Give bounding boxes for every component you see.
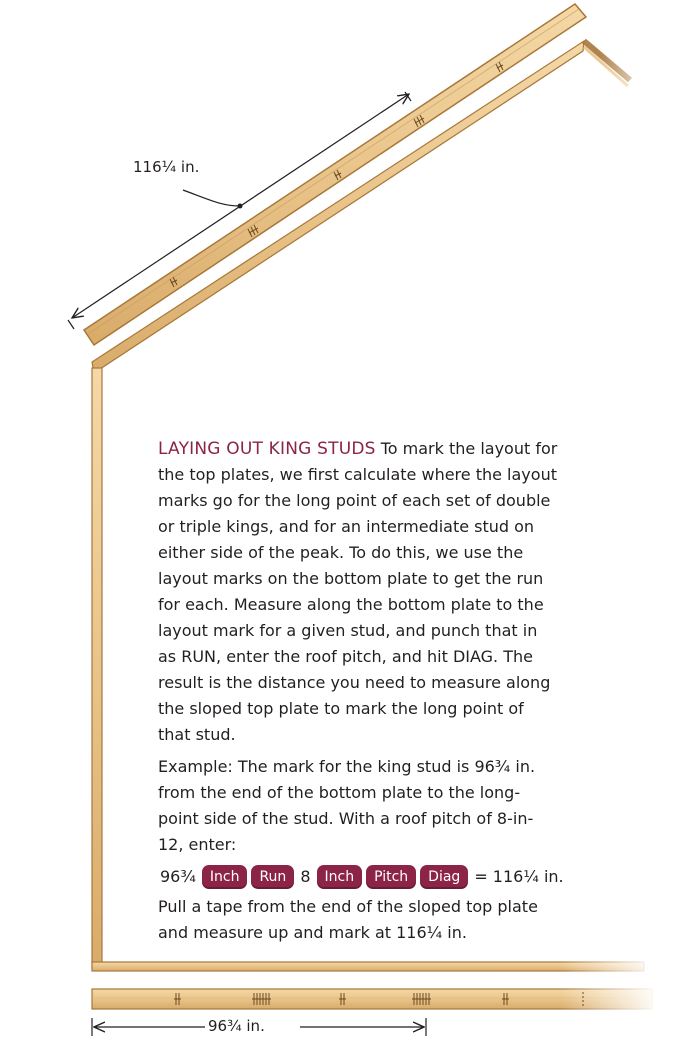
rafter-dimension (68, 92, 411, 329)
pitch-input-value: 8 (300, 867, 311, 886)
instructions-text (158, 436, 564, 946)
inch-key[interactable]: Inch (202, 865, 248, 889)
pitch-key[interactable]: Pitch (366, 865, 416, 889)
bottom-plate (92, 985, 660, 1013)
paragraph-intro (158, 436, 558, 748)
run-input-value: 96¾ (160, 867, 196, 886)
diag-key[interactable]: Diag (420, 865, 468, 889)
result-value: = 116¼ in. (474, 867, 564, 886)
paragraph-1-text: To mark the layout for the top plates, we first calculate where the layout marks go for the long point of each set of double or triple kings, and for an intermediate stud on either side of the peak. To do this, we use the layout marks on the bottom plate to get the run for each. Measure along the bottom plate to the layout mark for a given stud, and punch that in as RUN, enter the roof pitch, and hit DIAG. The result is the distance you need to measure along the sloped top plate to mark the long point of that stud. (158, 439, 558, 744)
paragraph-conclusion: Pull a tape from the end of the sloped top plate and measure up and mark at 116¼ in. (158, 897, 538, 942)
bottom-length-label: 96¾ in. (208, 1017, 265, 1035)
inch-key-2[interactable]: Inch (317, 865, 363, 889)
section-heading: LAYING OUT KING STUDS (158, 439, 376, 459)
run-key[interactable]: Run (251, 865, 294, 889)
calculator-sequence (158, 864, 564, 890)
paragraph-example: Example: The mark for the king stud is 96¾ in. from the end of the bottom plate to the long-point side of the stud. With a roof pitch of 8-in-12, enter: (158, 757, 536, 854)
rafter-length-label: 116¼ in. (133, 158, 200, 176)
